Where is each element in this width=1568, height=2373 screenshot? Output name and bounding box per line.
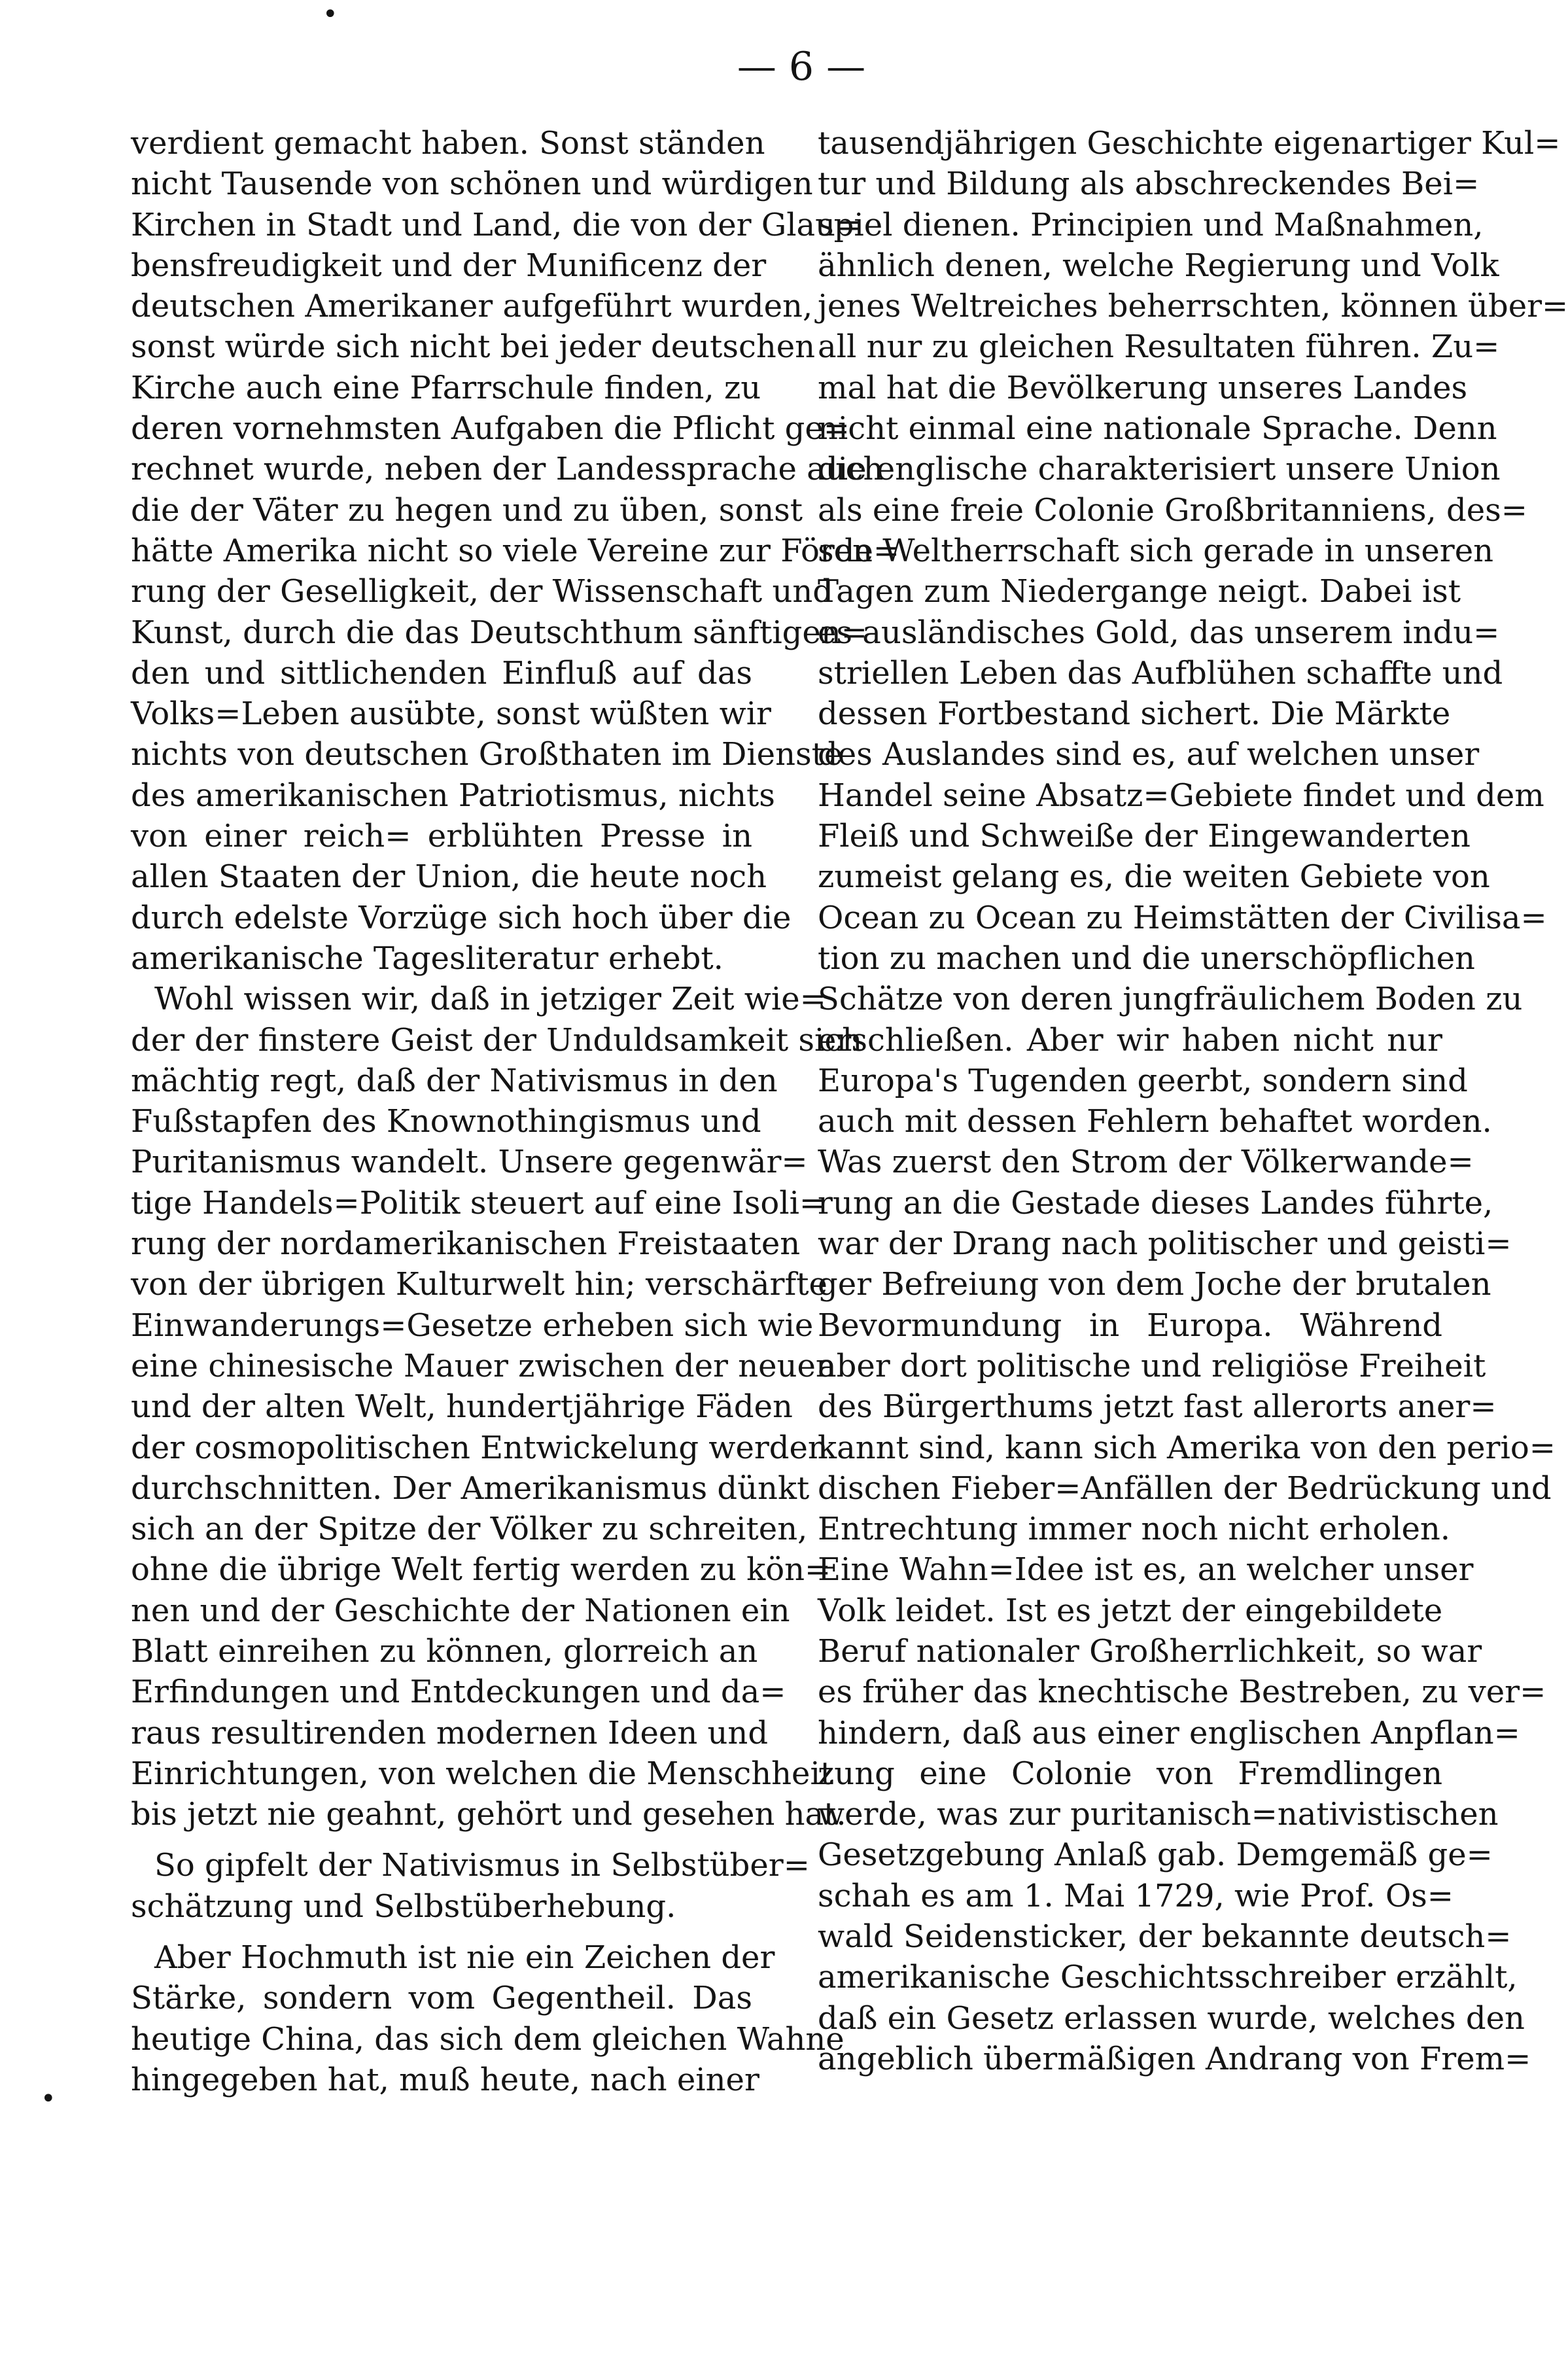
text-line: hindern, daß aus einer englischen Anpflan=: [818, 1714, 1520, 1751]
text-line: Volk leidet. Ist es jetzt der eingebildete: [818, 1592, 1443, 1629]
text-line: rung der nordamerikanischen Freistaaten: [131, 1225, 801, 1263]
text-line: es ausländisches Gold, das unserem indu=: [818, 614, 1500, 651]
text-line: angeblich übermäßigen Andrang von Frem=: [818, 2040, 1531, 2077]
text-line: die der Väter zu hegen und zu üben, sonst: [131, 491, 803, 529]
text-line: dessen Fortbestand sichert. Die Märkte: [818, 695, 1451, 733]
text-line: werde, was zur puritanisch=nativistischen: [818, 1796, 1499, 1833]
text-line: schah es am 1. Mai 1729, wie Prof. Os=: [818, 1877, 1454, 1914]
text-line: Einrichtungen, von welchen die Menschheit: [131, 1755, 833, 1792]
page-number: — 6 —: [737, 44, 866, 90]
text-line: rechnet wurde, neben der Landessprache auch: [131, 451, 884, 488]
text-line: nichts von deutschen Großthaten im Dienste: [131, 736, 843, 773]
text-line: die englische charakterisiert unsere Union: [818, 451, 1501, 488]
text-line: spiel dienen. Principien und Maßnahmen,: [818, 206, 1484, 243]
text-line: Gesetzgebung Anlaß gab. Demgemäß ge=: [818, 1837, 1493, 1874]
text-line: des Auslandes sind es, auf welchen unser: [818, 736, 1480, 773]
text-line: Ocean zu Ocean zu Heimstätten der Civilisa=: [818, 899, 1547, 936]
text-line: Kunst, durch die das Deutschthum sänftigen=: [131, 614, 867, 651]
text-line: Kirche auch eine Pfarrschule finden, zu: [131, 369, 761, 406]
text-line: der cosmopolitischen Entwickelung werden: [131, 1429, 828, 1466]
text-line: tige Handels=Politik steuert auf eine Isoli=: [131, 1184, 826, 1222]
text-line: So gipfelt der Nativismus in Selbstüber=: [154, 1847, 810, 1884]
text-line: amerikanische Geschichtsschreiber erzählt,: [818, 1959, 1518, 1996]
text-line: Bevormundung in Europa. Während: [818, 1307, 1442, 1344]
text-line: es früher das knechtische Bestreben, zu ver=: [818, 1674, 1546, 1711]
text-line: raus resultirenden modernen Ideen und: [131, 1714, 769, 1751]
text-line: des Bürgerthums jetzt fast allerorts aner=: [818, 1388, 1497, 1426]
text-line: den und sittlichenden Einfluß auf das: [131, 654, 752, 692]
text-line: Puritanismus wandelt. Unsere gegenwär=: [131, 1144, 808, 1181]
text-line: deren vornehmsten Aufgaben die Pflicht ge=: [131, 410, 850, 448]
text-line: Handel seine Absatz=Gebiete findet und dem: [818, 777, 1544, 814]
text-line: hingegeben hat, muß heute, nach einer: [131, 2061, 759, 2098]
text-line: Entrechtung immer noch nicht erholen.: [818, 1511, 1451, 1548]
text-line: sonst würde sich nicht bei jeder deutschen: [131, 328, 816, 366]
text-line: nicht einmal eine nationale Sprache. Denn: [818, 410, 1497, 448]
text-line: mal hat die Bevölkerung unseres Landes: [818, 369, 1468, 406]
text-line: Europa's Tugenden geerbt, sondern sind: [818, 1062, 1468, 1099]
text-line: Erfindungen und Entdeckungen und da=: [131, 1674, 786, 1711]
text-line: Eine Wahn=Idee ist es, an welcher unser: [818, 1551, 1474, 1589]
margin-dot: •: [41, 2084, 56, 2114]
text-line: striellen Leben das Aufblühen schaffte und: [818, 654, 1503, 692]
paragraph: [131, 1937, 845, 2100]
right-column: [818, 123, 1568, 2079]
text-line: rung an die Gestade dieses Landes führte,: [818, 1184, 1493, 1222]
text-line: bensfreudigkeit und der Munificenz der: [131, 247, 767, 284]
text-line: Wohl wissen wir, daß in jetziger Zeit wie=: [154, 981, 826, 1018]
paragraph: [131, 1845, 810, 1927]
text-line: tion zu machen und die unerschöpflichen: [818, 940, 1475, 977]
text-line: heutige China, das sich dem gleichen Wahne: [131, 2020, 845, 2058]
text-line: Volks=Leben ausübte, sonst wüßten wir: [131, 695, 771, 733]
text-line: Einwanderungs=Gesetze erheben sich wie: [131, 1307, 814, 1344]
text-line: tur und Bildung als abschreckendes Bei=: [818, 166, 1480, 203]
text-line: sen Weltherrschaft sich gerade in unseren: [818, 532, 1494, 569]
text-line: von einer reich= erblühten Presse in: [131, 818, 752, 855]
text-line: dischen Fieber=Anfällen der Bedrückung und: [818, 1469, 1552, 1507]
paragraph: [131, 123, 900, 979]
text-line: bis jetzt nie geahnt, gehört und gesehen hat.: [131, 1796, 846, 1833]
text-line: allen Staaten der Union, die heute noch: [131, 858, 767, 896]
text-line: erschließen. Aber wir haben nicht nur: [818, 1021, 1442, 1059]
text-line: eine chinesische Mauer zwischen der neuen: [131, 1347, 836, 1384]
text-line: und der alten Welt, hundertjährige Fäden: [131, 1388, 793, 1426]
text-line: wald Seidensticker, der bekannte deutsch=: [818, 1918, 1512, 1956]
text-line: zung eine Colonie von Fremdlingen: [818, 1755, 1442, 1792]
text-line: Schätze von deren jungfräulichem Boden zu: [818, 981, 1523, 1018]
text-line: all nur zu gleichen Resultaten führen. Zu=: [818, 328, 1500, 366]
text-line: Fußstapfen des Knownothingismus und: [131, 1103, 761, 1140]
text-line: hätte Amerika nicht so viele Vereine zur Förde=: [131, 532, 900, 569]
paragraph: [131, 979, 863, 1835]
text-line: nen und der Geschichte der Nationen ein: [131, 1592, 790, 1629]
text-line: von der übrigen Kulturwelt hin; verschärfte: [131, 1266, 828, 1303]
printing-mark-dot: •: [322, 0, 338, 29]
text-line: Beruf nationaler Großherrlichkeit, so war: [818, 1632, 1482, 1670]
text-line: ohne die übrige Welt fertig werden zu kön=: [131, 1551, 831, 1589]
text-line: ähnlich denen, welche Regierung und Volk: [818, 247, 1499, 284]
text-line: sich an der Spitze der Völker zu schreiten,: [131, 1511, 808, 1548]
text-line: war der Drang nach politischer und geisti=: [818, 1225, 1512, 1263]
text-line: der der finstere Geist der Unduldsamkeit sich: [131, 1021, 863, 1059]
text-line: ger Befreiung von dem Joche der brutalen: [818, 1266, 1491, 1303]
text-line: rung der Geselligkeit, der Wissenschaft und: [131, 573, 833, 610]
text-line: zumeist gelang es, die weiten Gebiete von: [818, 858, 1490, 896]
text-line: deutschen Amerikaner aufgeführt wurden,: [131, 288, 813, 325]
text-line: Stärke, sondern vom Gegentheil. Das: [131, 1980, 752, 2017]
text-line: Fleiß und Schweiße der Eingewanderten: [818, 818, 1471, 855]
text-line: Aber Hochmuth ist nie ein Zeichen der: [154, 1939, 775, 1977]
text-line: Kirchen in Stadt und Land, die von der Glau=: [131, 206, 862, 243]
text-line: verdient gemacht haben. Sonst ständen: [131, 125, 765, 162]
left-column: [131, 123, 900, 2100]
text-line: als eine freie Colonie Großbritanniens, des=: [818, 491, 1527, 529]
text-line: durchschnitten. Der Amerikanismus dünkt: [131, 1469, 810, 1507]
text-line: jenes Weltreiches beherrschten, können über=: [818, 288, 1568, 325]
text-line: tausendjährigen Geschichte eigenartiger Kul=: [818, 125, 1561, 162]
text-line: Tagen zum Niedergange neigt. Dabei ist: [818, 573, 1461, 610]
text-line: amerikanische Tagesliteratur erhebt.: [131, 940, 723, 977]
text-line: nicht Tausende von schönen und würdigen: [131, 166, 813, 203]
text-line: mächtig regt, daß der Nativismus in den: [131, 1062, 778, 1099]
text-line: schätzung und Selbstüberhebung.: [131, 1888, 676, 1925]
text-line: auch mit dessen Fehlern behaftet worden.: [818, 1103, 1492, 1140]
text-line: daß ein Gesetz erlassen wurde, welches den: [818, 1999, 1525, 2037]
text-line: kannt sind, kann sich Amerika von den perio=: [818, 1429, 1556, 1466]
text-line: des amerikanischen Patriotismus, nichts: [131, 777, 775, 814]
text-line: durch edelste Vorzüge sich hoch über die: [131, 899, 792, 936]
text-line: aber dort politische und religiöse Freiheit: [818, 1347, 1486, 1384]
text-line: Blatt einreihen zu können, glorreich an: [131, 1632, 758, 1670]
text-line: Was zuerst den Strom der Völkerwande=: [818, 1144, 1474, 1181]
